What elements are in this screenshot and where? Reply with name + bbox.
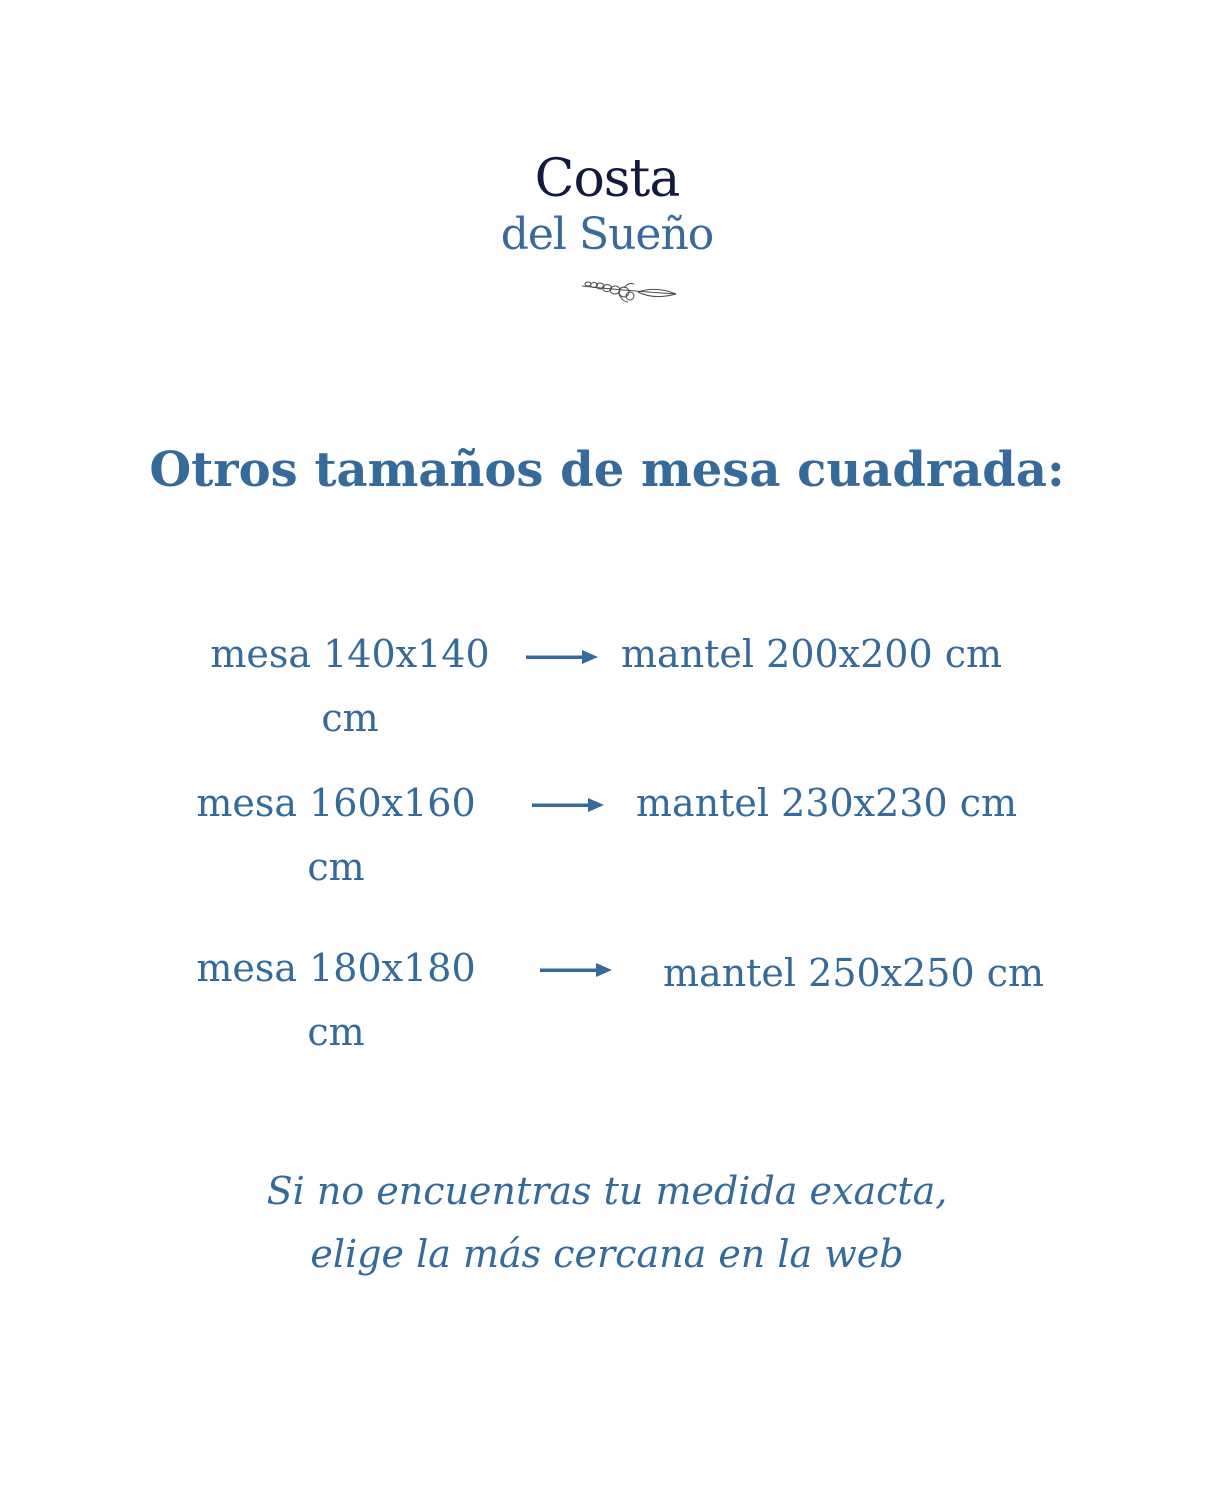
right-arrow-icon — [526, 650, 598, 664]
right-arrow-icon — [540, 963, 612, 977]
lavender-sprig-icon — [578, 276, 680, 310]
mantel-size-2: mantel 230x230 cm — [636, 781, 1018, 825]
mesa-size-2: mesa 160x160 cm — [196, 781, 476, 889]
logo-text-del-sueno: del Sueño — [500, 209, 714, 260]
page-heading: Otros tamaños de mesa cuadrada: — [149, 442, 1065, 498]
right-arrow-icon — [532, 798, 604, 812]
note-line-2: elige la más cercana en la web — [310, 1232, 904, 1276]
mantel-size-1: mantel 200x200 cm — [621, 632, 1003, 676]
mantel-size-3: mantel 250x250 cm — [663, 951, 1045, 995]
note-line-1: Si no encuentras tu medida exacta, — [266, 1169, 948, 1213]
mesa-size-1: mesa 140x140 cm — [210, 632, 490, 740]
mesa-size-3: mesa 180x180 cm — [196, 946, 476, 1054]
brand-logo — [0, 150, 1214, 262]
logo-text-costa: Costa — [534, 149, 680, 209]
